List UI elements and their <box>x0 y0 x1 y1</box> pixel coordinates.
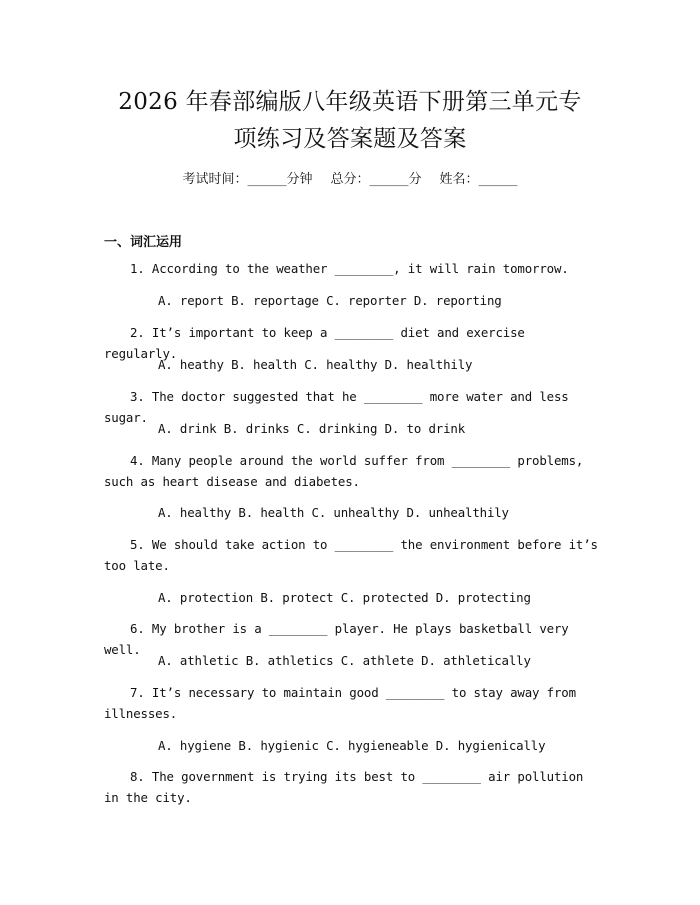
document-title <box>60 84 640 158</box>
options-2: A. heathy B. health C. healthy D. healthily <box>158 357 473 372</box>
exam-time: 考试时间：______分钟 <box>182 172 313 187</box>
options-1: A. report B. reportage C. reporter D. reporting <box>158 293 502 308</box>
question-7: 7. It’s necessary to maintain good ________ to stay away from illnesses. <box>104 685 576 721</box>
question-4: 4. Many people around the world suffer from ________ problems, such as heart disease and diabetes. <box>104 453 584 489</box>
options-3: A. drink B. drinks C. drinking D. to drink <box>158 421 466 436</box>
question-3: 3. The doctor suggested that he ________ more water and less sugar. <box>104 389 569 425</box>
options-7: A. hygiene B. hygienic C. hygieneable D. hygienically <box>158 738 546 753</box>
exam-name: 姓名：______ <box>439 172 518 187</box>
title-line-1: 2026 年春部编版八年级英语下册第三单元专 <box>118 89 582 115</box>
options-6: A. athletic B. athletics C. athlete D. athletically <box>158 653 531 668</box>
question-2: 2. It’s important to keep a ________ diet and exercise regularly. <box>104 325 525 361</box>
options-4: A. healthy B. health C. unhealthy D. unhealthily <box>158 505 509 520</box>
section-heading: 一、词汇运用 <box>104 235 183 250</box>
question-8: 8. The government is trying its best to ________ air pollution in the city. <box>104 769 584 805</box>
question-5: 5. We should take action to ________ the environment before it’s too late. <box>104 537 598 573</box>
title-line-2: 项练习及答案题及答案 <box>233 126 467 152</box>
options-5: A. protection B. protect C. protected D. protecting <box>158 590 531 605</box>
question-1: 1. According to the weather ________, it will rain tomorrow. <box>130 261 569 276</box>
question-6: 6. My brother is a ________ player. He plays basketball very well. <box>104 621 569 657</box>
exam-score: 总分：______分 <box>330 172 422 187</box>
exam-meta <box>0 168 700 187</box>
